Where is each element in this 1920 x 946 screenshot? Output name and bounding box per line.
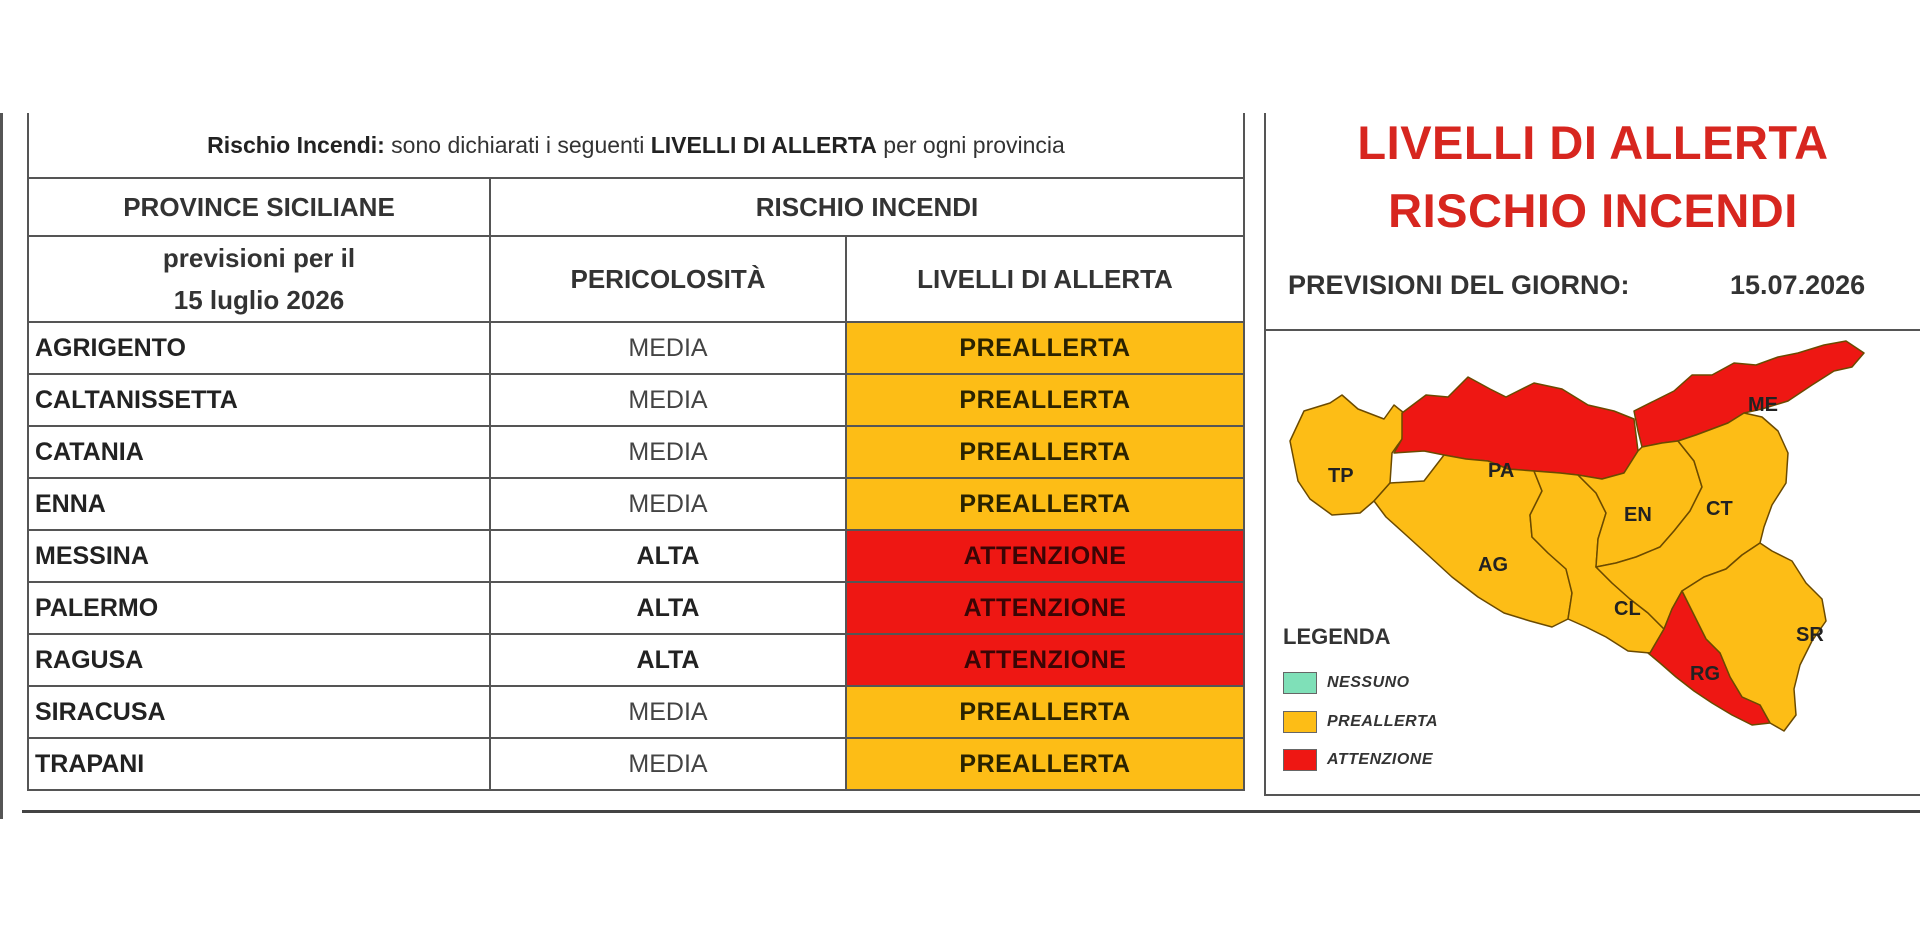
header-note-suffix: per ogni provincia: [876, 131, 1065, 158]
forecast-date: 15.07.2026: [1730, 270, 1866, 300]
header-province: PROVINCE SICILIANE: [28, 178, 490, 236]
subheader-line2: 15 luglio 2026: [173, 285, 345, 315]
left-frame-line: [0, 113, 3, 819]
header-note-prefix: Rischio Incendi:: [207, 131, 385, 158]
alert-level-cell: ATTENZIONE: [846, 582, 1244, 634]
pericolosita-value: ALTA: [490, 634, 846, 686]
province-name: CATANIA: [28, 426, 490, 478]
legend-swatch: [1283, 711, 1317, 733]
panel-bottom-line: [1266, 794, 1920, 796]
table-row: [28, 426, 1244, 478]
table-row: [28, 686, 1244, 738]
province-name: SIRACUSA: [28, 686, 490, 738]
header-rischio: RISCHIO INCENDI: [490, 178, 1244, 236]
table-row: [28, 478, 1244, 530]
table-row: [28, 634, 1244, 686]
province-palermo: [1394, 377, 1638, 479]
legend-title: LEGENDA: [1283, 624, 1391, 649]
province-name: ENNA: [28, 478, 490, 530]
header-note: [28, 113, 1244, 178]
province-name: RAGUSA: [28, 634, 490, 686]
pericolosita-value: ALTA: [490, 530, 846, 582]
header-livelli: LIVELLI DI ALLERTA: [846, 236, 1244, 322]
pericolosita-value: MEDIA: [490, 426, 846, 478]
alert-table: [27, 113, 1245, 791]
legend-label: PREALLERTA: [1327, 713, 1439, 730]
header-forecast-date: [28, 236, 490, 322]
alert-level-cell: PREALLERTA: [846, 686, 1244, 738]
forecast-label: PREVISIONI DEL GIORNO:: [1288, 270, 1630, 300]
alert-level-cell: PREALLERTA: [846, 322, 1244, 374]
map-label-me: ME: [1748, 394, 1778, 416]
pericolosita-value: MEDIA: [490, 374, 846, 426]
map-label-ag: AG: [1478, 554, 1508, 576]
pericolosita-value: MEDIA: [490, 478, 846, 530]
header-note-middle: sono dichiarati i seguenti: [384, 131, 651, 158]
panel-title-line2: RISCHIO INCENDI: [1388, 184, 1798, 237]
alert-level-cell: PREALLERTA: [846, 478, 1244, 530]
province-name: MESSINA: [28, 530, 490, 582]
map-label-rg: RG: [1690, 663, 1720, 685]
province-name: CALTANISSETTA: [28, 374, 490, 426]
table-row: [28, 738, 1244, 790]
map-label-ct: CT: [1706, 498, 1733, 520]
table-row: [28, 374, 1244, 426]
panel-title-line1: LIVELLI DI ALLERTA: [1357, 116, 1829, 169]
pericolosita-value: ALTA: [490, 582, 846, 634]
pericolosita-value: MEDIA: [490, 686, 846, 738]
map-label-en: EN: [1624, 504, 1652, 526]
table-row: [28, 582, 1244, 634]
alert-level-cell: PREALLERTA: [846, 374, 1244, 426]
map-label-tp: TP: [1328, 465, 1354, 487]
alert-level-cell: ATTENZIONE: [846, 634, 1244, 686]
legend-swatch: [1283, 749, 1317, 771]
header-note-bold: LIVELLI DI ALLERTA: [650, 131, 877, 158]
table-row: [28, 530, 1244, 582]
province-name: PALERMO: [28, 582, 490, 634]
province-name: AGRIGENTO: [28, 322, 490, 374]
alert-level-cell: PREALLERTA: [846, 426, 1244, 478]
alert-level-cell: PREALLERTA: [846, 738, 1244, 790]
legend-item-nessuno: [1283, 671, 1410, 695]
bottom-rule: [22, 810, 1920, 813]
legend-item-preallerta: [1283, 710, 1438, 734]
header-pericolosita: PERICOLOSITÀ: [490, 236, 846, 322]
province-name: TRAPANI: [28, 738, 490, 790]
legend-item-attenzione: [1283, 748, 1433, 772]
legend-label: ATTENZIONE: [1327, 751, 1434, 768]
subheader-line1: previsioni per il: [162, 243, 356, 273]
legend-label: NESSUNO: [1327, 674, 1410, 691]
table-row: [28, 322, 1244, 374]
alert-level-cell: ATTENZIONE: [846, 530, 1244, 582]
legend-swatch: [1283, 672, 1317, 694]
pericolosita-value: MEDIA: [490, 322, 846, 374]
map-label-cl: CL: [1614, 598, 1641, 620]
map-label-pa: PA: [1488, 460, 1515, 482]
pericolosita-value: MEDIA: [490, 738, 846, 790]
map-label-sr: SR: [1796, 624, 1824, 646]
